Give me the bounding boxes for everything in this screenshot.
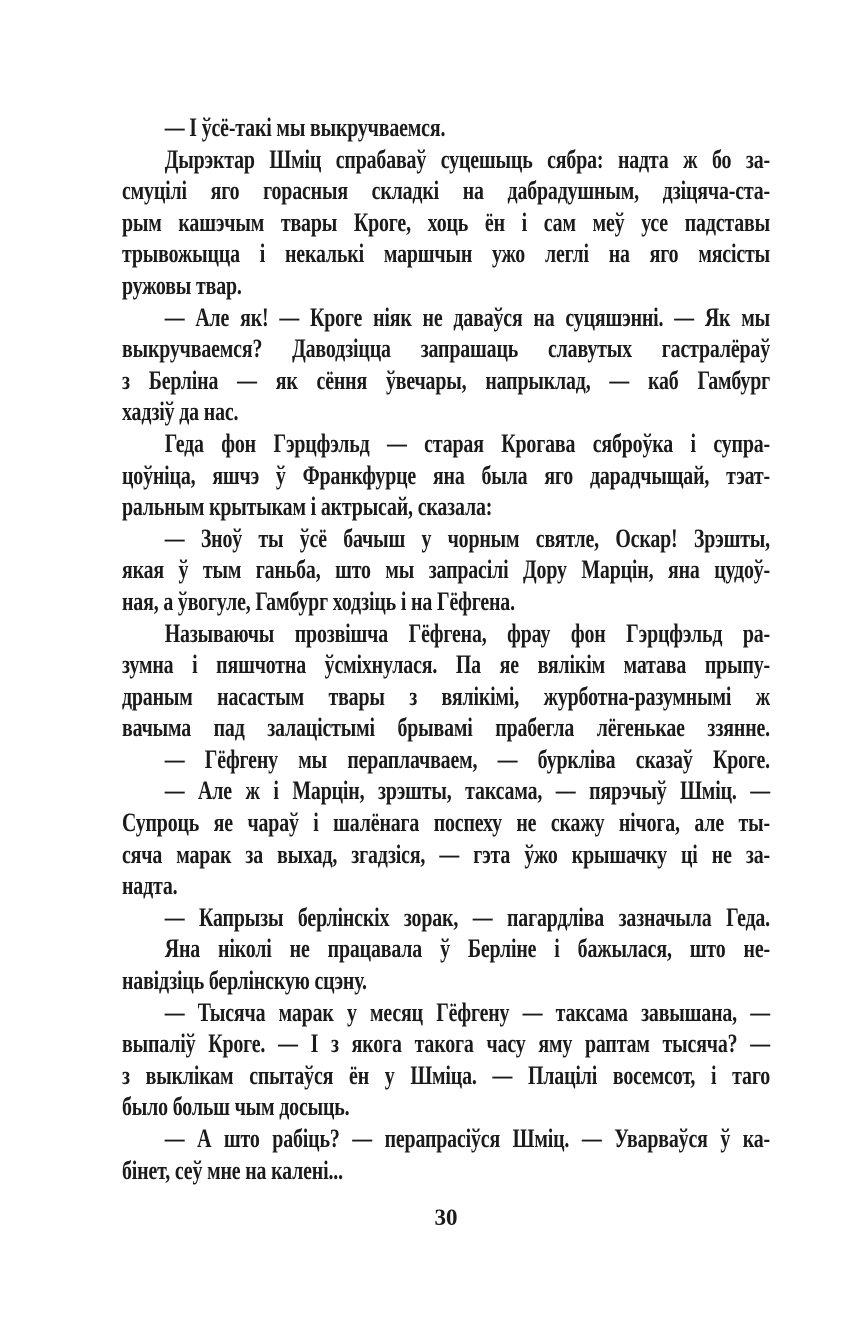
text-line: ружовы твар. <box>122 269 242 300</box>
text-line: выкручваемся? Даводзіцца запрашаць славутых гастралёраў <box>122 333 770 364</box>
text-line: надта. <box>122 870 178 901</box>
text-line: — Капрызы берлінскіх зорак, — пагардліва зазначыла Геда. <box>164 901 770 932</box>
text-line: Яна ніколі не працавала ў Берліне і бажылася, што не- <box>164 933 770 964</box>
text-line: — Тысяча марак у месяц Гёфгену — таксама завышана, — <box>164 996 770 1027</box>
text-line: бінет, сеў мне на калені... <box>122 1154 343 1185</box>
text-line: цоўніца, яшчэ ў Франкфурце яна была яго дарадчыщай, тэат- <box>122 459 770 490</box>
text-line: зумна і пяшчотна ўсміхнулася. Па яе вялікім матава прыпу- <box>122 649 770 680</box>
page-text <box>122 112 770 1186</box>
text-line: хадзіў да нас. <box>122 396 239 427</box>
page-number: 30 <box>434 1205 458 1230</box>
paragraph <box>122 933 770 996</box>
text-line: — А што рабіць? — перапрасіўся Шміц. — Уварваўся ў ка- <box>164 1123 770 1153</box>
paragraph <box>122 112 770 144</box>
text-line: Супроць яе чараў і шалёнага поспеху не скажу нічога, але ты- <box>122 807 770 838</box>
text-line: якая ў тым ганьба, што мы запрасілі Дору Марцін, яна цудоў- <box>122 554 770 585</box>
paragraph <box>122 744 770 776</box>
text-line: смуцілі яго горасныя складкі на дабрадушным, дзіцяча-ста- <box>122 175 770 206</box>
paragraph <box>122 428 770 523</box>
text-line: — Але як! — Кроге ніяк не даваўся на суцяшэнні. — Як мы <box>164 301 770 332</box>
text-line: сяча марак за выхад, згадзіся, — гэта ўжо крышачку ці не за- <box>122 838 770 869</box>
paragraph <box>122 302 770 428</box>
text-line: Дырэктар Шміц спрабаваў суцешыць сябра: надта ж бо за- <box>164 143 770 174</box>
text-line: было больш чым досыць. <box>122 1091 350 1122</box>
paragraph <box>122 775 770 901</box>
text-line: Называючы прозвішча Гёфгена, фрау фон Гэрцфэльд ра- <box>164 617 770 648</box>
paragraph <box>122 1123 770 1186</box>
paragraph <box>122 144 770 302</box>
text-line: навідзіць берлінскую сцэну. <box>122 965 367 996</box>
text-line: ная, а ўвогуле, Гамбург ходзіць і на Гёфгена. <box>122 585 515 616</box>
text-line: з выклікам спытаўся ён у Шміца. — Плацілі восемсот, і таго <box>122 1059 770 1090</box>
text-line: ральным крытыкам і актрысай, сказала: <box>122 491 493 522</box>
text-line: — Гёфгену мы пераплачваем, — буркліва сказаў Кроге. <box>164 743 770 774</box>
text-line: Геда фон Гэрцфэльд — старая Крогава сяброўка і супра- <box>164 427 770 458</box>
text-line: — Але ж і Марцін, зрэшты, таксама, — пярэчыў Шміц. — <box>164 775 770 806</box>
paragraph <box>122 618 770 744</box>
text-line: выпаліў Кроге. — І з якога такога часу яму раптам тысяча? — <box>122 1028 770 1059</box>
paragraph <box>122 902 770 934</box>
text-line: з Берліна — як сёння ўвечары, напрыклад, — каб Гамбург <box>122 364 770 395</box>
text-line: — Зноў ты ўсё бачыш у чорным святле, Оскар! Зрэшты, <box>164 522 770 553</box>
text-line: — І ўсё-такі мы выкручваемся. <box>164 112 446 142</box>
text-line: трывожыцца і некалькі маршчын ужо леглі на яго мясісты <box>122 238 770 269</box>
text-line: рым кашэчым твары Кроге, хоць ён і сам меў усе падставы <box>122 206 770 237</box>
paragraph <box>122 997 770 1123</box>
text-line: драным насастым твары з вялікімі, журботна-разумнымі ж <box>122 680 770 711</box>
paragraph <box>122 523 770 618</box>
text-line: вачыма пад залацістымі брывамі прабегла лёгенькае ззянне. <box>122 712 770 743</box>
